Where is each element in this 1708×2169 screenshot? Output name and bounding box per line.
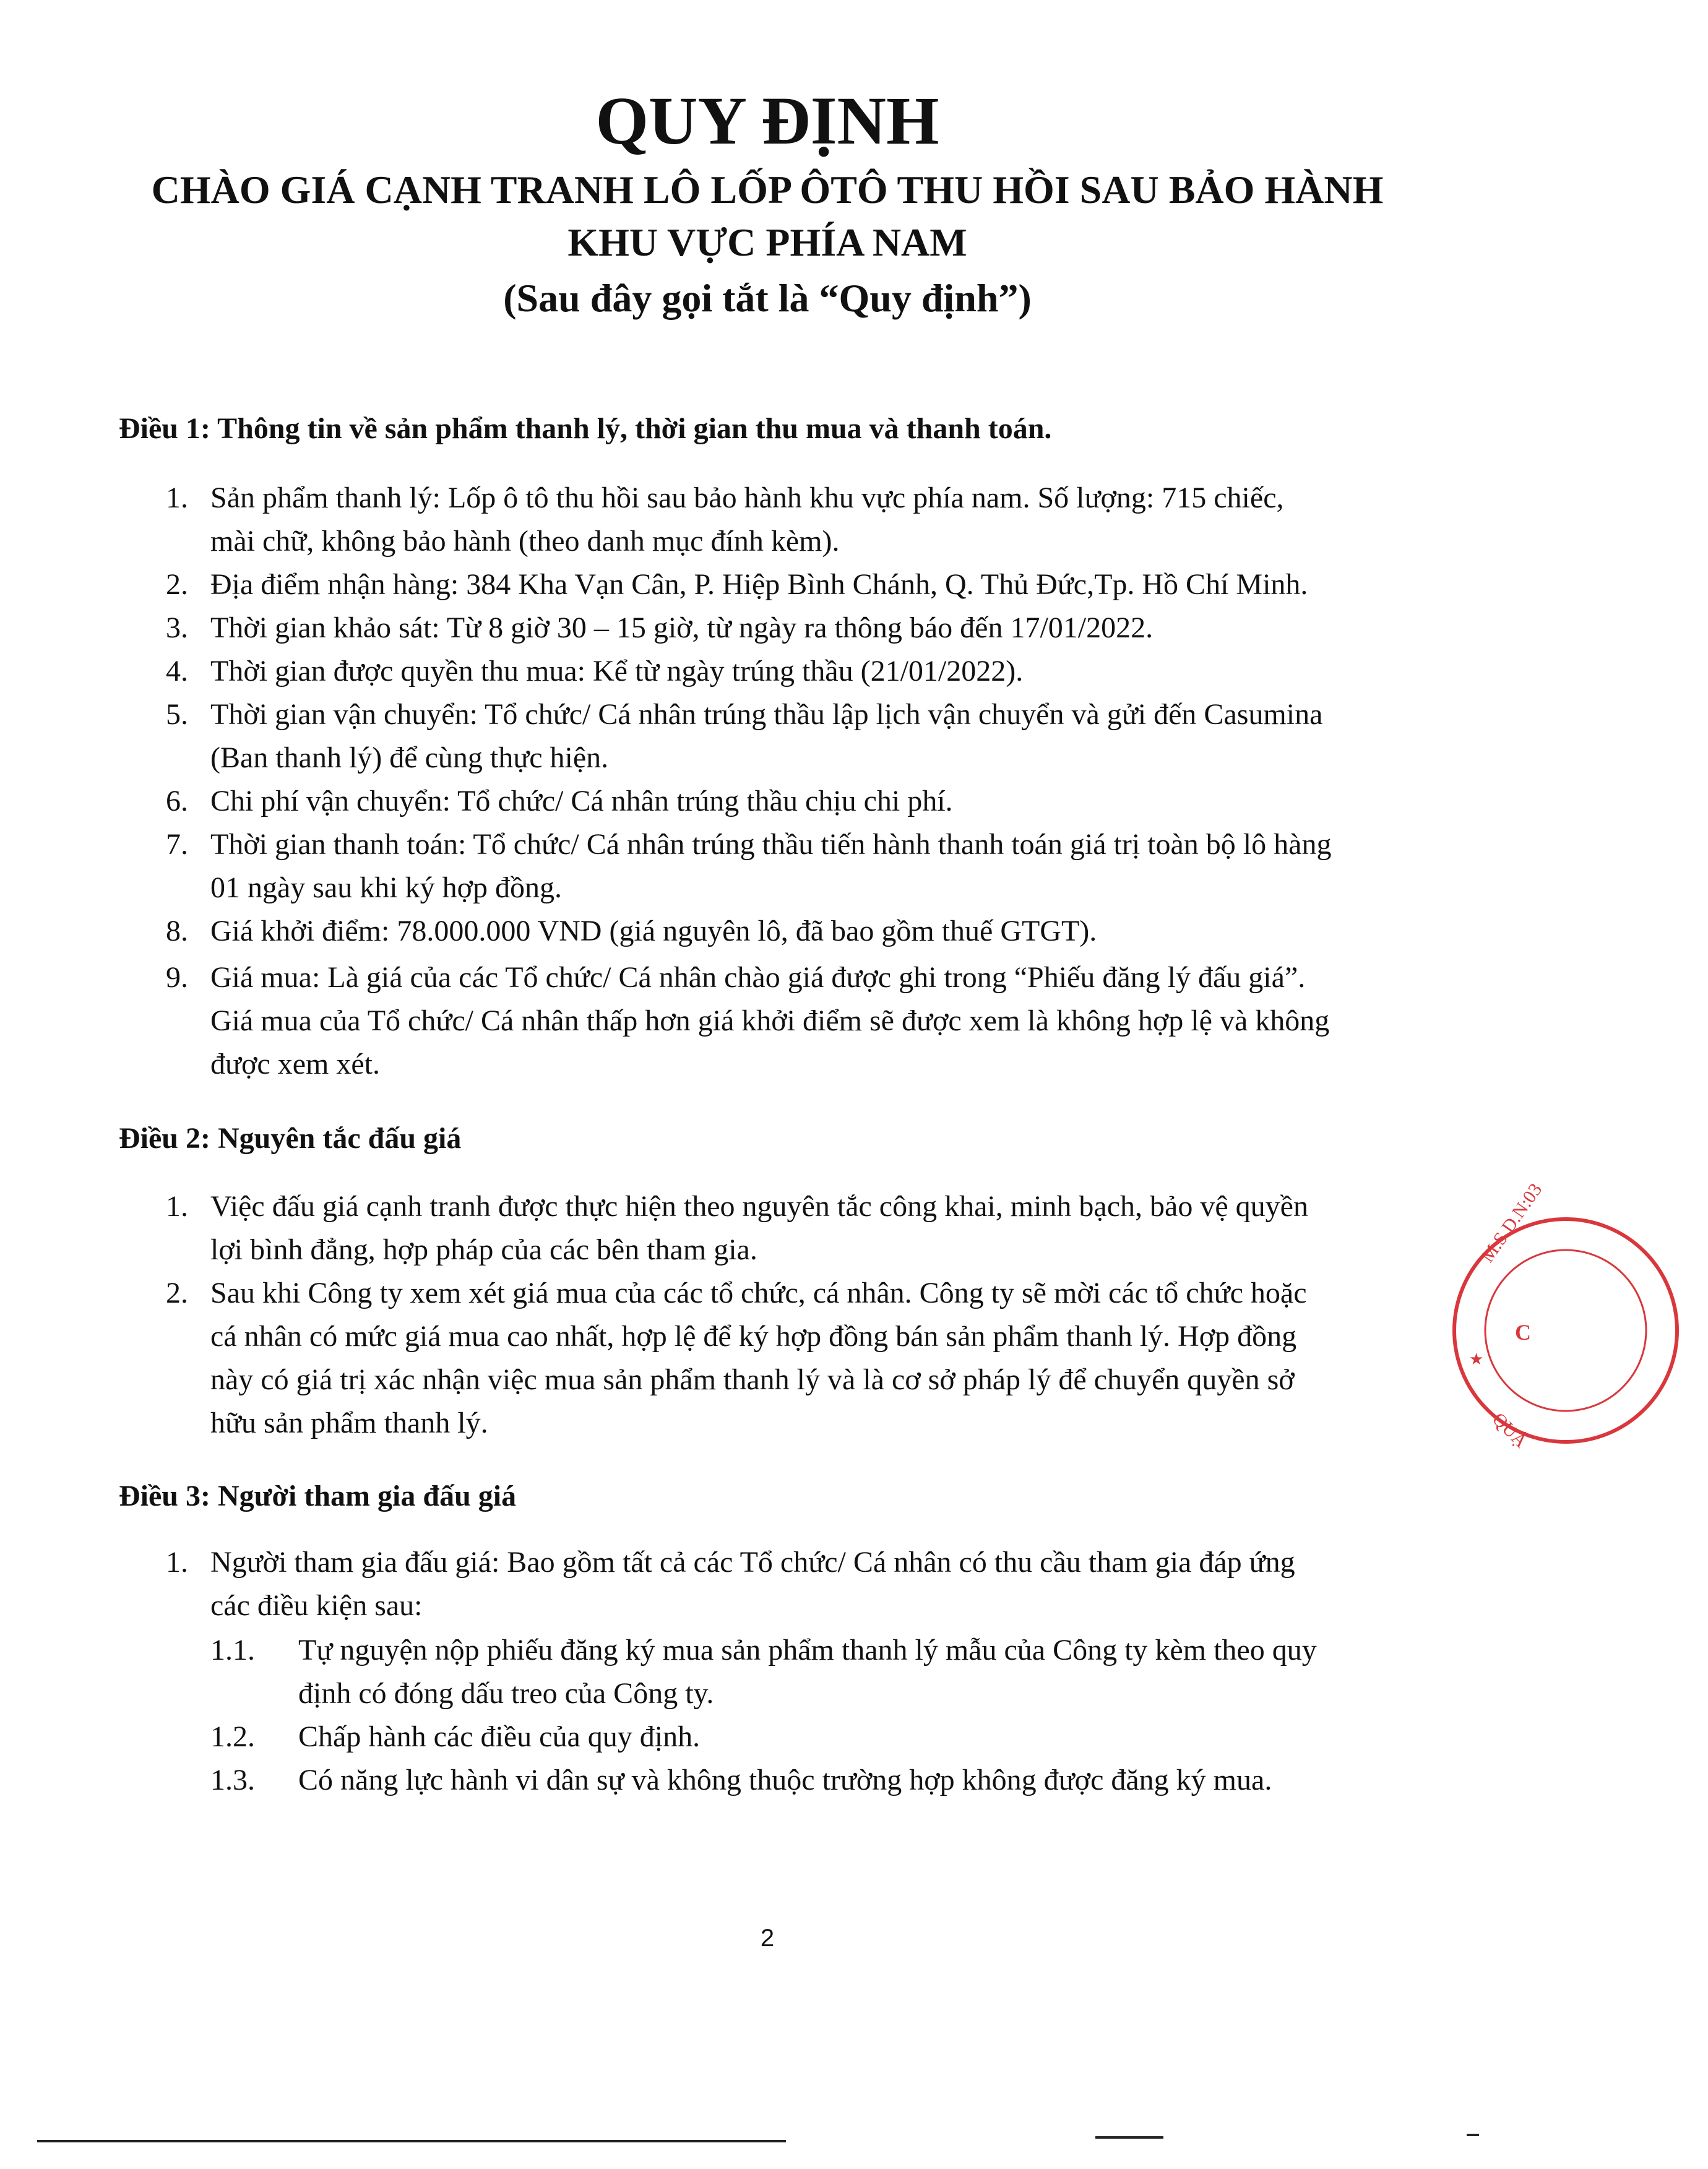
item-text-line: Thời gian khảo sát: Từ 8 giờ 30 – 15 giờ, từ ngày ra thông báo đến 17/01/2022. bbox=[210, 611, 1154, 644]
article-2-heading: Điều 2: Nguyên tắc đấu giá bbox=[119, 1122, 462, 1155]
item-text-line: Người tham gia đấu giá: Bao gồm tất cả các Tổ chức/ Cá nhân có thu cầu tham gia đáp ứng bbox=[210, 1546, 1295, 1579]
item-text-line: Giá mua của Tổ chức/ Cá nhân thấp hơn giá khởi điểm sẽ được xem là không hợp lệ và không bbox=[210, 1004, 1330, 1037]
item-number: 1. bbox=[166, 1190, 188, 1223]
article-3-heading: Điều 3: Người tham gia đấu giá bbox=[119, 1480, 517, 1512]
item-number: 1.3. bbox=[210, 1764, 255, 1796]
item-number: 2. bbox=[166, 568, 188, 601]
item-text-line: (Ban thanh lý) để cùng thực hiện. bbox=[210, 741, 609, 774]
item-text-line: Thời gian thanh toán: Tổ chức/ Cá nhân trúng thầu tiến hành thanh toán giá trị toàn bộ lô hàng bbox=[210, 828, 1332, 861]
item-number: 5. bbox=[166, 698, 188, 731]
item-number: 1. bbox=[166, 1546, 188, 1579]
item-text-line: Sản phẩm thanh lý: Lốp ô tô thu hồi sau bảo hành khu vực phía nam. Số lượng: 715 chiếc, bbox=[210, 481, 1284, 514]
footer-rule bbox=[37, 2140, 786, 2142]
item-text-line: mài chữ, không bảo hành (theo danh mục đính kèm). bbox=[210, 525, 840, 558]
item-text-line: Có năng lực hành vi dân sự và không thuộc trường hợp không được đăng ký mua. bbox=[298, 1764, 1272, 1796]
item-text-line: 01 ngày sau khi ký hợp đồng. bbox=[210, 871, 563, 904]
item-number: 1.1. bbox=[210, 1634, 255, 1667]
page-number: 2 bbox=[760, 1925, 775, 1952]
item-text-line: hữu sản phẩm thanh lý. bbox=[210, 1407, 488, 1439]
item-text-line: Giá khởi điểm: 78.000.000 VND (giá nguyên lô, đã bao gồm thuế GTGT). bbox=[210, 915, 1097, 947]
item-text-line: Giá mua: Là giá của các Tổ chức/ Cá nhân chào giá được ghi trong “Phiếu đăng lý đấu giá”. bbox=[210, 961, 1306, 994]
subtitle-line-3: (Sau đây gọi tắt là “Quy định”) bbox=[503, 276, 1032, 320]
seal-text: M.S.D.N:03 bbox=[1477, 1179, 1546, 1267]
item-text-line: này có giá trị xác nhận việc mua sản phẩm thanh lý và là cơ sở pháp lý để chuyển quyền sở bbox=[210, 1363, 1295, 1396]
item-number: 6. bbox=[166, 785, 188, 817]
item-text-line: Việc đấu giá cạnh tranh được thực hiện theo nguyên tắc công khai, minh bạch, bảo vệ quyền bbox=[210, 1190, 1308, 1223]
item-number: 1. bbox=[166, 481, 188, 514]
item-text-line: Chi phí vận chuyển: Tổ chức/ Cá nhân trúng thầu chịu chi phí. bbox=[210, 785, 953, 817]
footer-rule bbox=[1095, 2136, 1163, 2139]
item-number: 4. bbox=[166, 655, 188, 688]
article-1-heading: Điều 1: Thông tin về sản phẩm thanh lý, thời gian thu mua và thanh toán. bbox=[119, 412, 1052, 445]
seal-star-icon: ★ bbox=[1469, 1350, 1484, 1369]
seal-text: C bbox=[1515, 1320, 1531, 1345]
subtitle-line-1: CHÀO GIÁ CẠNH TRANH LÔ LỐP ÔTÔ THU HỒI SAU BẢO HÀNH bbox=[151, 168, 1384, 212]
item-text-line: được xem xét. bbox=[210, 1048, 380, 1080]
company-seal-stamp bbox=[1442, 1179, 1590, 1454]
item-number: 9. bbox=[166, 961, 188, 994]
item-text-line: Tự nguyện nộp phiếu đăng ký mua sản phẩm thanh lý mẫu của Công ty kèm theo quy bbox=[298, 1634, 1317, 1667]
item-text-line: định có đóng dấu treo của Công ty. bbox=[298, 1677, 714, 1710]
item-text-line: Thời gian vận chuyển: Tổ chức/ Cá nhân trúng thầu lập lịch vận chuyển và gửi đến Casumina bbox=[210, 698, 1323, 731]
item-text-line: Thời gian được quyền thu mua: Kể từ ngày trúng thầu (21/01/2022). bbox=[210, 655, 1024, 688]
item-text-line: Sau khi Công ty xem xét giá mua của các tổ chức, cá nhân. Công ty sẽ mời các tổ chức hoặc bbox=[210, 1277, 1307, 1309]
seal-text: QUẬ bbox=[1488, 1408, 1532, 1452]
item-text-line: lợi bình đẳng, hợp pháp của các bên tham gia. bbox=[210, 1233, 757, 1266]
item-text-line: Chấp hành các điều của quy định. bbox=[298, 1720, 701, 1753]
item-number: 8. bbox=[166, 915, 188, 947]
footer-rule bbox=[1467, 2134, 1479, 2136]
item-number: 2. bbox=[166, 1277, 188, 1309]
item-text-line: cá nhân có mức giá mua cao nhất, hợp lệ để ký hợp đồng bán sản phẩm thanh lý. Hợp đồng bbox=[210, 1320, 1297, 1353]
item-number: 7. bbox=[166, 828, 188, 861]
subtitle-line-2: KHU VỰC PHÍA NAM bbox=[567, 220, 967, 264]
item-text-line: Địa điểm nhận hàng: 384 Kha Vạn Cân, P. Hiệp Bình Chánh, Q. Thủ Đức,Tp. Hồ Chí Minh. bbox=[210, 568, 1308, 601]
item-text-line: các điều kiện sau: bbox=[210, 1589, 423, 1622]
item-number: 3. bbox=[166, 611, 188, 644]
page-title: QUY ĐỊNH bbox=[595, 83, 939, 158]
item-number: 1.2. bbox=[210, 1720, 255, 1753]
